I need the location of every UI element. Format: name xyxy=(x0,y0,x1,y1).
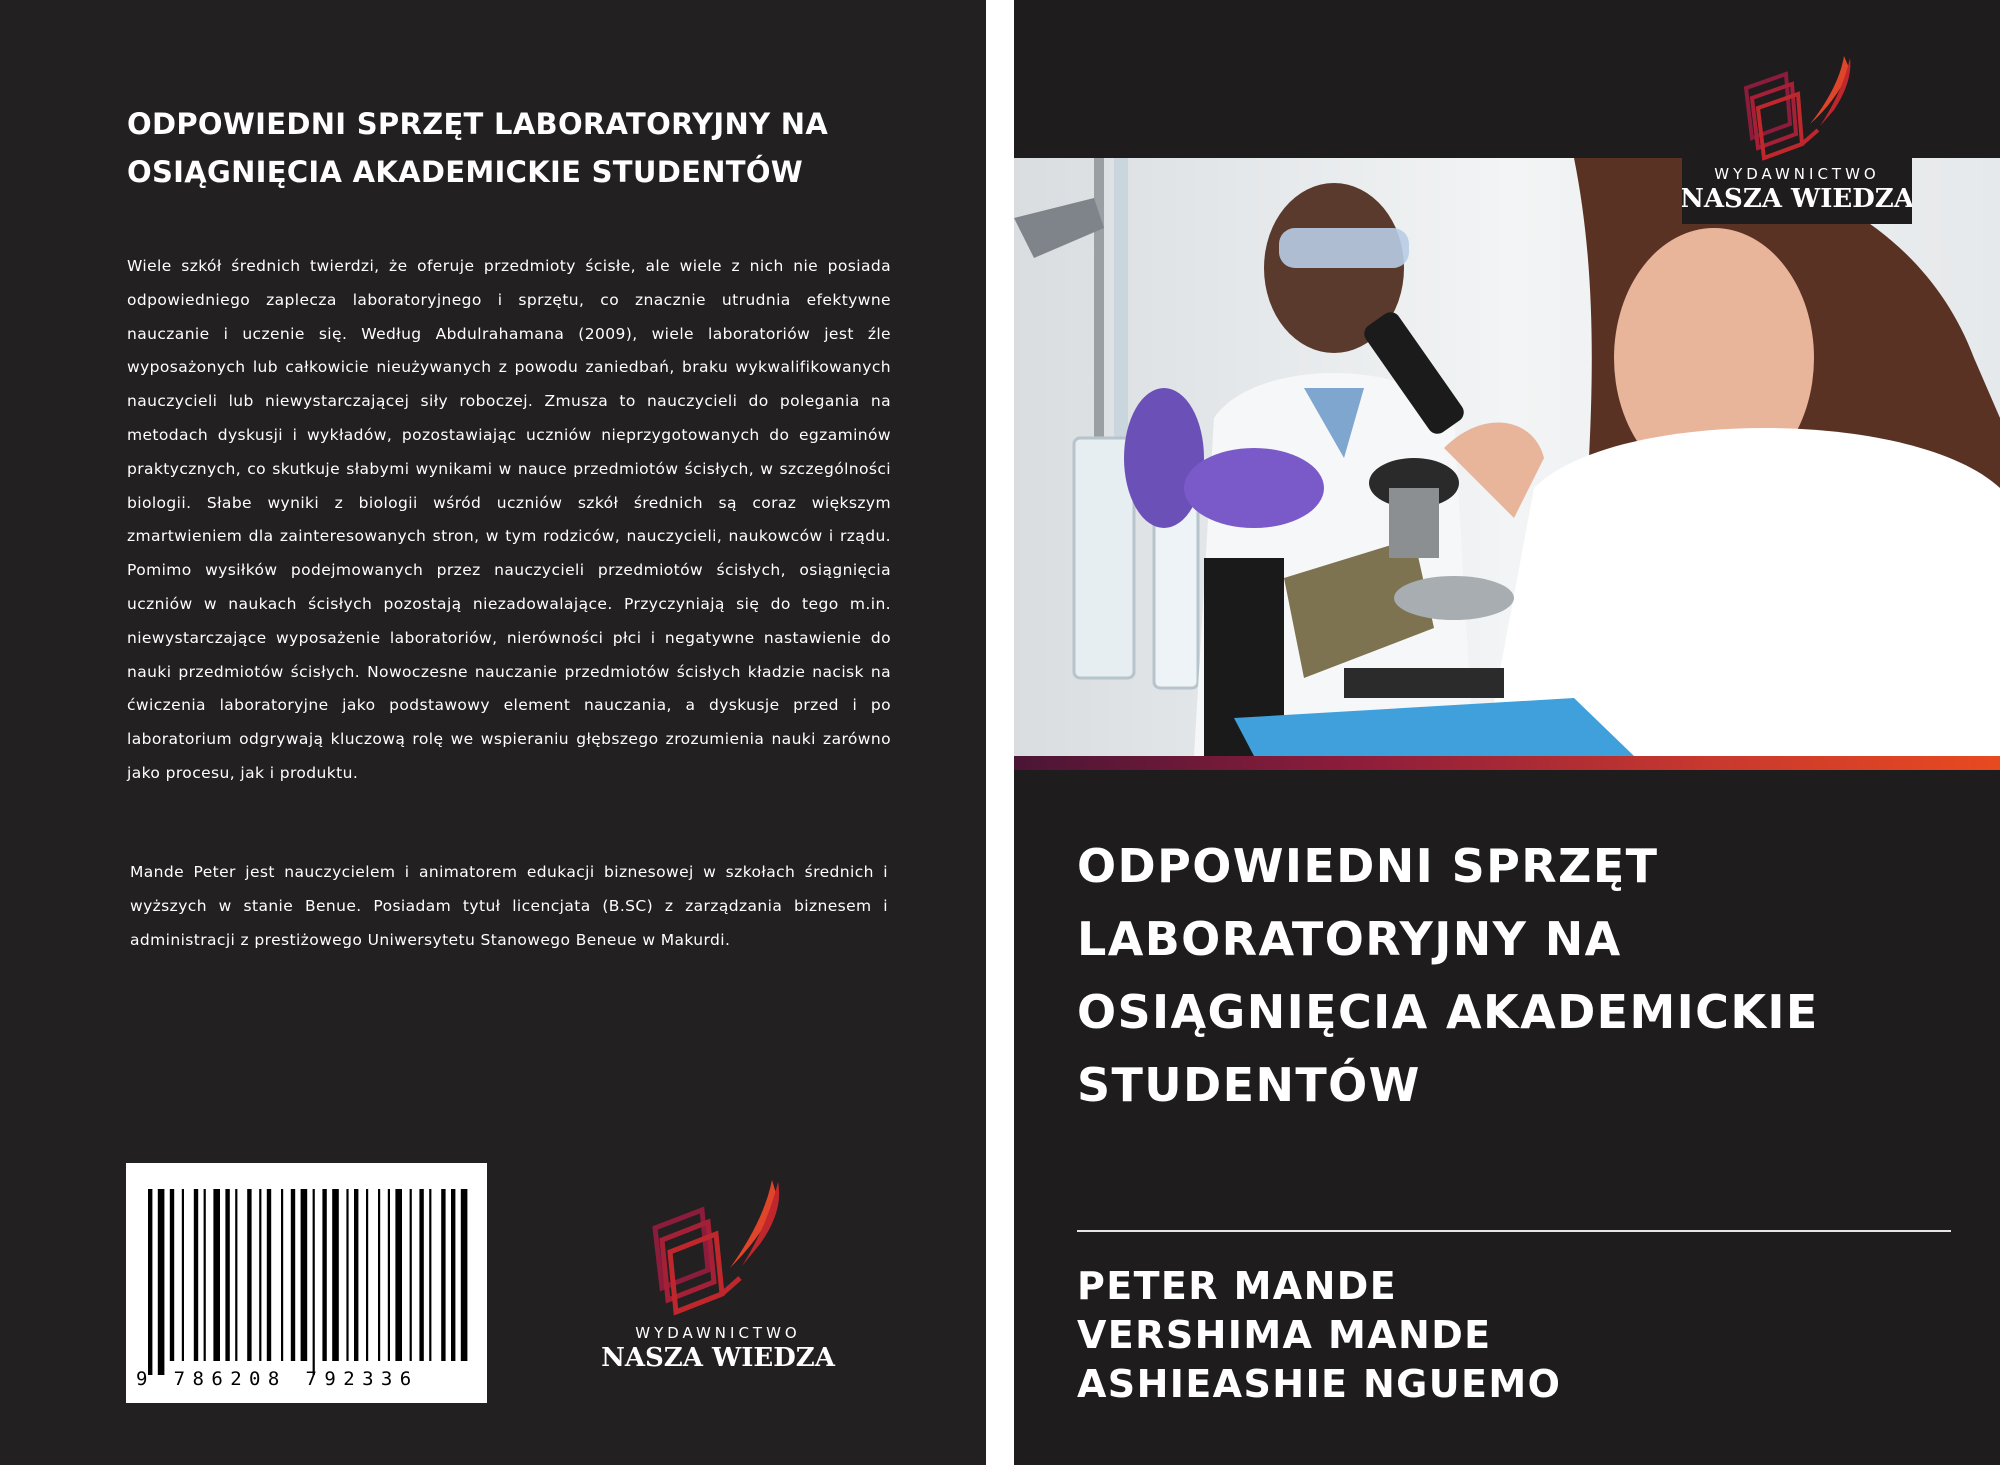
publisher-logo-front xyxy=(1682,52,1912,224)
back-cover xyxy=(0,0,986,1465)
book-quill-icon xyxy=(1682,52,1912,224)
publisher-name-line2: NASZA WIEDZA xyxy=(1682,184,1912,214)
back-cover-title: ODPOWIEDNI SPRZĘT LABORATORYJNY NA OSIĄGNIĘCIA AKADEMICKIE STUDENTÓW xyxy=(127,107,829,189)
title-divider xyxy=(1077,1230,1951,1232)
author-name: ASHIEASHIE NGUEMO xyxy=(1077,1362,1562,1406)
gradient-stripe xyxy=(1014,756,2000,770)
author-name: VERSHIMA MANDE xyxy=(1077,1313,1492,1357)
barcode-digits: 9 786208 792336 xyxy=(136,1368,419,1390)
publisher-logo-back xyxy=(590,1170,840,1370)
publisher-name-line1: WYDAWNICTWO xyxy=(1714,165,1880,183)
spine-gap xyxy=(986,0,1014,1465)
author-name: PETER MANDE xyxy=(1077,1264,1398,1308)
lab-scientists-microscope-photo xyxy=(1014,158,2000,756)
front-cover-title: ODPOWIEDNI SPRZĘT LABORATORYJNY NA OSIĄGNIĘCIA AKADEMICKIE STUDENTÓW xyxy=(1077,839,1819,1112)
author-list xyxy=(1077,1262,1957,1409)
isbn-barcode xyxy=(126,1163,487,1403)
book-quill-icon xyxy=(590,1170,840,1370)
back-cover-blurb: Wiele szkół średnich twierdzi, że oferuje przedmioty ścisłe, ale wiele z nich nie posiada odpowiedniego zaplecza laboratoryjnego i sprzętu, co znacznie utrudnia efektywne nauczanie i uczenie się. Według Abdulrahamana (2009), wiele laboratoriów jest źle wyposażonych lub całkowicie nieużywanych z powodu zaniedbań, braku wykwalifikowanych nauczycieli lub niewystarczającej siły roboczej. Zmusza to nauczycieli do polegania na metodach dyskusji i wykładów, pozostawiając uczniów nieprzygotowanych do egzaminów praktycznych, co skutkuje słabymi wynikami w nauce przedmiotów ścisłych, w szczególności biologii. Słabe wyniki z biologii wśród uczniów szkół średnich są coraz większym zmartwieniem dla zainteresowanych stron, w tym rodziców, nauczycieli, naukowców i rządu. Pomimo wysiłków podejmowanych przez nauczycieli przedmiotów ścisłych, osiągnięcia uczniów w naukach ścisłych pozostają niezadowalające. Przyczyniają się do tego m.in. niewystarczające wyposażenie laboratoriów, nierówności płci i negatywne nastawienie do nauki przedmiotów ścisłych. Nowoczesne nauczanie przedmiotów ścisłych kładzie nacisk na ćwiczenia laboratoryjne jako podstawowy element nauczania, a dyskusje przed i po laboratorium odgrywają kluczową rolę we wspieraniu głębszego zrozumienia nauki zarówno jako procesu, jak i produktu. xyxy=(127,257,891,782)
barcode-icon xyxy=(126,1163,487,1403)
publisher-name-line1: WYDAWNICTWO xyxy=(635,1324,801,1342)
publisher-name-line2: NASZA WIEDZA xyxy=(601,1343,835,1370)
author-bio: Mande Peter jest nauczycielem i animatorem edukacji biznesowej w szkołach średnich i wyższych w stanie Benue. Posiadam tytuł licencjata (B.SC) z zarządzania biznesem i administracji z prestiżowego Uniwersytetu Stanowego Beneue w Makurdi. xyxy=(130,863,888,949)
front-cover xyxy=(1014,0,2000,1465)
